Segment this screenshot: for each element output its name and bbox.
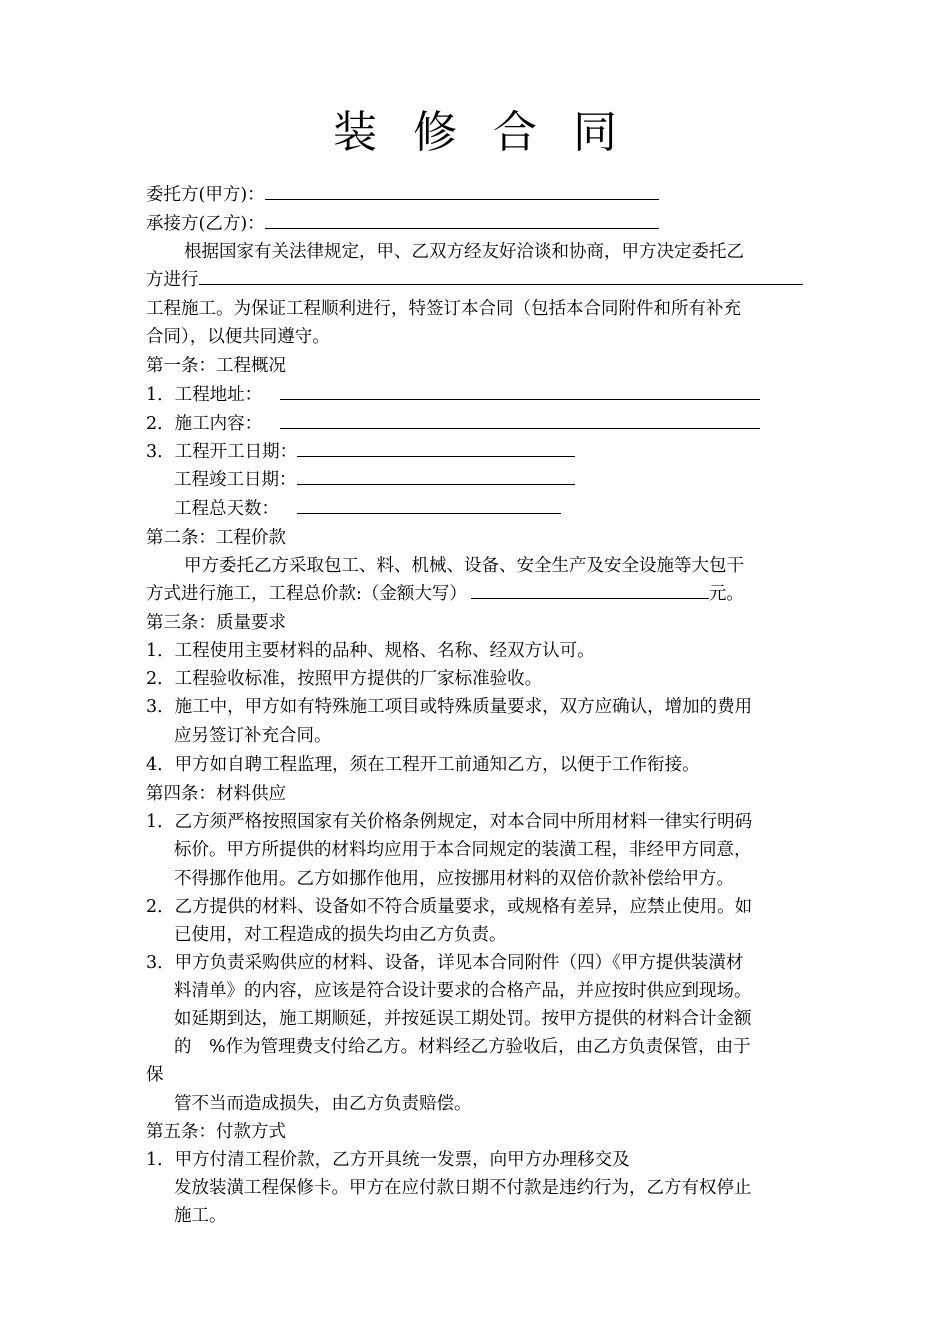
end-date-blank[interactable] bbox=[297, 466, 575, 485]
text-line: 甲方委托乙方采取包工、料、机械、设备、安全生产及安全设施等大包干 bbox=[184, 556, 744, 576]
section-title: 第一条：工程概况 bbox=[146, 356, 286, 376]
intro-line bbox=[146, 266, 803, 294]
section-title: 第五条：付款方式 bbox=[146, 1122, 286, 1142]
start-date-line bbox=[146, 438, 575, 466]
text-line: 1．甲方付清工程价款，乙方开具统一发票，向甲方办理移交及 bbox=[146, 1150, 630, 1170]
project-name-blank[interactable] bbox=[199, 266, 803, 285]
text-line: 2．乙方提供的材料、设备如不符合质量要求，或规格有差异，应禁止使用。如 bbox=[146, 897, 753, 917]
title-char: 同 bbox=[573, 107, 617, 158]
party-b-label: 承接方(乙方)： bbox=[146, 214, 265, 234]
total-price-label: 方式进行施工，工程总价款:（金额大写） bbox=[146, 584, 467, 604]
text-line: 2．工程验收标准，按照甲方提供的厂家标准验收。 bbox=[146, 669, 543, 689]
text-line: 3．施工中，甲方如有特殊施工项目或特殊质量要求，双方应确认，增加的费用 bbox=[146, 697, 753, 717]
text-line: 如延期到达，施工期顺延，并按延误工期处罚。按甲方提供的材料合计金额 bbox=[174, 1009, 752, 1029]
party-b-line bbox=[146, 210, 659, 238]
text-line: 不得挪作他用。乙方如挪作他用，应按挪用材料的双倍价款补偿给甲方。 bbox=[174, 869, 734, 889]
total-days-label: 工程总天数： bbox=[174, 499, 279, 519]
intro-text: 方进行 bbox=[146, 270, 199, 290]
text-line: 的 %作为管理费支付给乙方。材料经乙方验收后，由乙方负责保管，由于 bbox=[174, 1037, 751, 1057]
intro-line: 合同），以便共同遵守。 bbox=[146, 327, 330, 347]
project-address-label: 1．工程地址： bbox=[146, 385, 263, 405]
end-date-line bbox=[174, 466, 575, 494]
contract-title bbox=[0, 96, 950, 160]
text-line: 保 bbox=[146, 1065, 164, 1085]
start-date-blank[interactable] bbox=[297, 438, 575, 457]
text-line: 1．乙方须严格按照国家有关价格条例规定，对本合同中所用材料一律实行明码 bbox=[146, 812, 753, 832]
total-price-blank[interactable] bbox=[471, 580, 709, 599]
title-char: 合 bbox=[493, 107, 537, 158]
party-b-blank[interactable] bbox=[265, 210, 659, 229]
total-days-blank[interactable] bbox=[297, 495, 561, 514]
text-line: 发放装潢工程保修卡。甲方在应付款日期不付款是违约行为，乙方有权停止 bbox=[174, 1178, 752, 1198]
start-date-label: 3．工程开工日期： bbox=[146, 442, 298, 462]
section-title: 第四条：材料供应 bbox=[146, 784, 286, 804]
party-a-label: 委托方(甲方)： bbox=[146, 185, 265, 205]
project-address-line bbox=[146, 381, 760, 409]
total-days-line bbox=[174, 495, 561, 523]
end-date-label: 工程竣工日期： bbox=[174, 470, 297, 490]
title-char: 装 bbox=[333, 107, 377, 158]
title-char: 修 bbox=[413, 107, 457, 158]
party-a-blank[interactable] bbox=[265, 181, 659, 200]
text-line: 4．甲方如自聘工程监理，须在工程开工前通知乙方，以便于工作衔接。 bbox=[146, 755, 700, 775]
text-line: 料清单》的内容，应该是符合设计要求的合格产品，并应按时供应到现场。 bbox=[174, 981, 752, 1001]
construction-content-blank[interactable] bbox=[280, 410, 760, 429]
text-line: 管不当而造成损失，由乙方负责赔偿。 bbox=[174, 1094, 472, 1114]
intro-line: 工程施工。为保证工程顺利进行，特签订本合同（包括本合同附件和所有补充 bbox=[146, 299, 741, 319]
text-line: 已使用，对工程造成的损失均由乙方负责。 bbox=[174, 925, 507, 945]
construction-content-line bbox=[146, 410, 760, 438]
section-title: 第三条：质量要求 bbox=[146, 613, 286, 633]
total-price-line bbox=[146, 580, 744, 608]
price-unit: 元。 bbox=[708, 584, 744, 604]
text-line: 1．工程使用主要材料的品种、规格、名称、经双方认可。 bbox=[146, 641, 595, 661]
text-line: 施工。 bbox=[174, 1206, 227, 1226]
text-line: 3．甲方负责采购供应的材料、设备，详见本合同附件（四）《甲方提供装潢材 bbox=[146, 953, 744, 973]
project-address-blank[interactable] bbox=[280, 381, 760, 400]
party-a-line bbox=[146, 181, 659, 209]
text-line: 标价。甲方所提供的材料均应用于本合同规定的装潢工程，非经甲方同意， bbox=[174, 840, 752, 860]
section-title: 第二条：工程价款 bbox=[146, 528, 286, 548]
construction-content-label: 2．施工内容： bbox=[146, 414, 263, 434]
intro-line: 根据国家有关法律规定，甲、乙双方经友好洽谈和协商，甲方决定委托乙 bbox=[184, 242, 744, 262]
text-line: 应另签订补充合同。 bbox=[174, 726, 332, 746]
